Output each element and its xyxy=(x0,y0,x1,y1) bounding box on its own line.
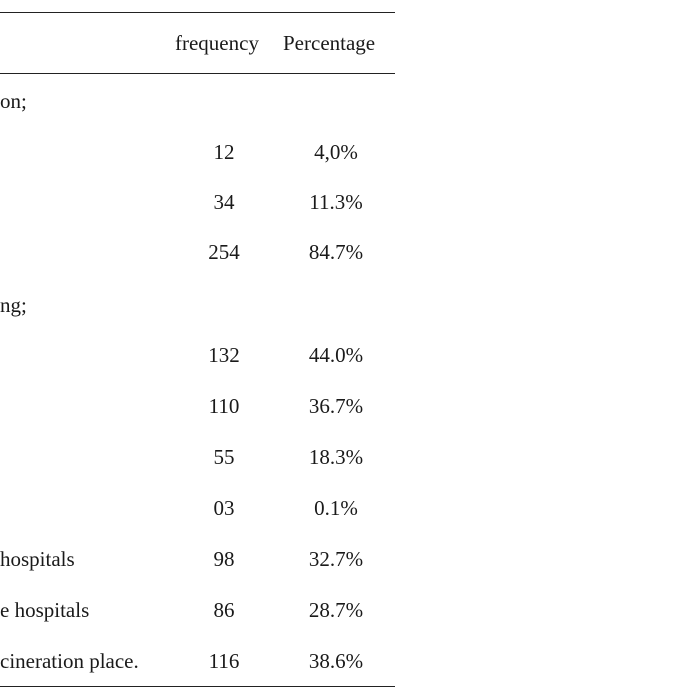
table-top-rule xyxy=(0,12,395,13)
row-frequency: 03 xyxy=(213,496,235,520)
header-percentage: Percentage xyxy=(283,31,376,55)
table-row xyxy=(0,391,395,421)
row-percentage: 84.7% xyxy=(308,240,364,264)
row-percentage: 11.3% xyxy=(309,190,363,214)
table-row xyxy=(0,86,395,116)
table-row xyxy=(0,237,395,267)
table-row xyxy=(0,290,395,320)
table-row xyxy=(0,646,395,676)
row-frequency: 116 xyxy=(208,649,240,673)
table-row xyxy=(0,340,395,370)
table-row xyxy=(0,493,395,523)
row-label: on; xyxy=(0,89,27,113)
table-row xyxy=(0,544,395,574)
row-frequency: 98 xyxy=(213,547,235,571)
row-percentage: 4,0% xyxy=(314,140,358,164)
row-label: ng; xyxy=(0,293,27,317)
row-percentage: 38.6% xyxy=(308,649,364,673)
row-percentage: 0.1% xyxy=(314,496,358,520)
row-frequency: 110 xyxy=(208,394,240,418)
row-frequency: 34 xyxy=(213,190,235,214)
table-header-rule xyxy=(0,73,395,74)
table-row xyxy=(0,595,395,625)
row-label: cineration place. xyxy=(0,649,139,673)
row-label: e hospitals xyxy=(0,598,90,622)
header-frequency: frequency xyxy=(175,31,259,55)
row-percentage: 44.0% xyxy=(308,343,364,367)
row-percentage: 32.7% xyxy=(308,547,364,571)
row-frequency: 132 xyxy=(208,343,240,367)
row-frequency: 86 xyxy=(213,598,235,622)
row-frequency: 254 xyxy=(208,240,240,264)
table-row xyxy=(0,442,395,472)
row-percentage: 18.3% xyxy=(308,445,364,469)
table-row xyxy=(0,137,395,167)
row-frequency: 12 xyxy=(213,140,235,164)
row-label: hospitals xyxy=(0,547,75,571)
row-percentage: 36.7% xyxy=(308,394,364,418)
table-bottom-rule xyxy=(0,686,395,687)
row-frequency: 55 xyxy=(213,445,235,469)
row-percentage: 28.7% xyxy=(308,598,364,622)
table-row xyxy=(0,187,395,217)
